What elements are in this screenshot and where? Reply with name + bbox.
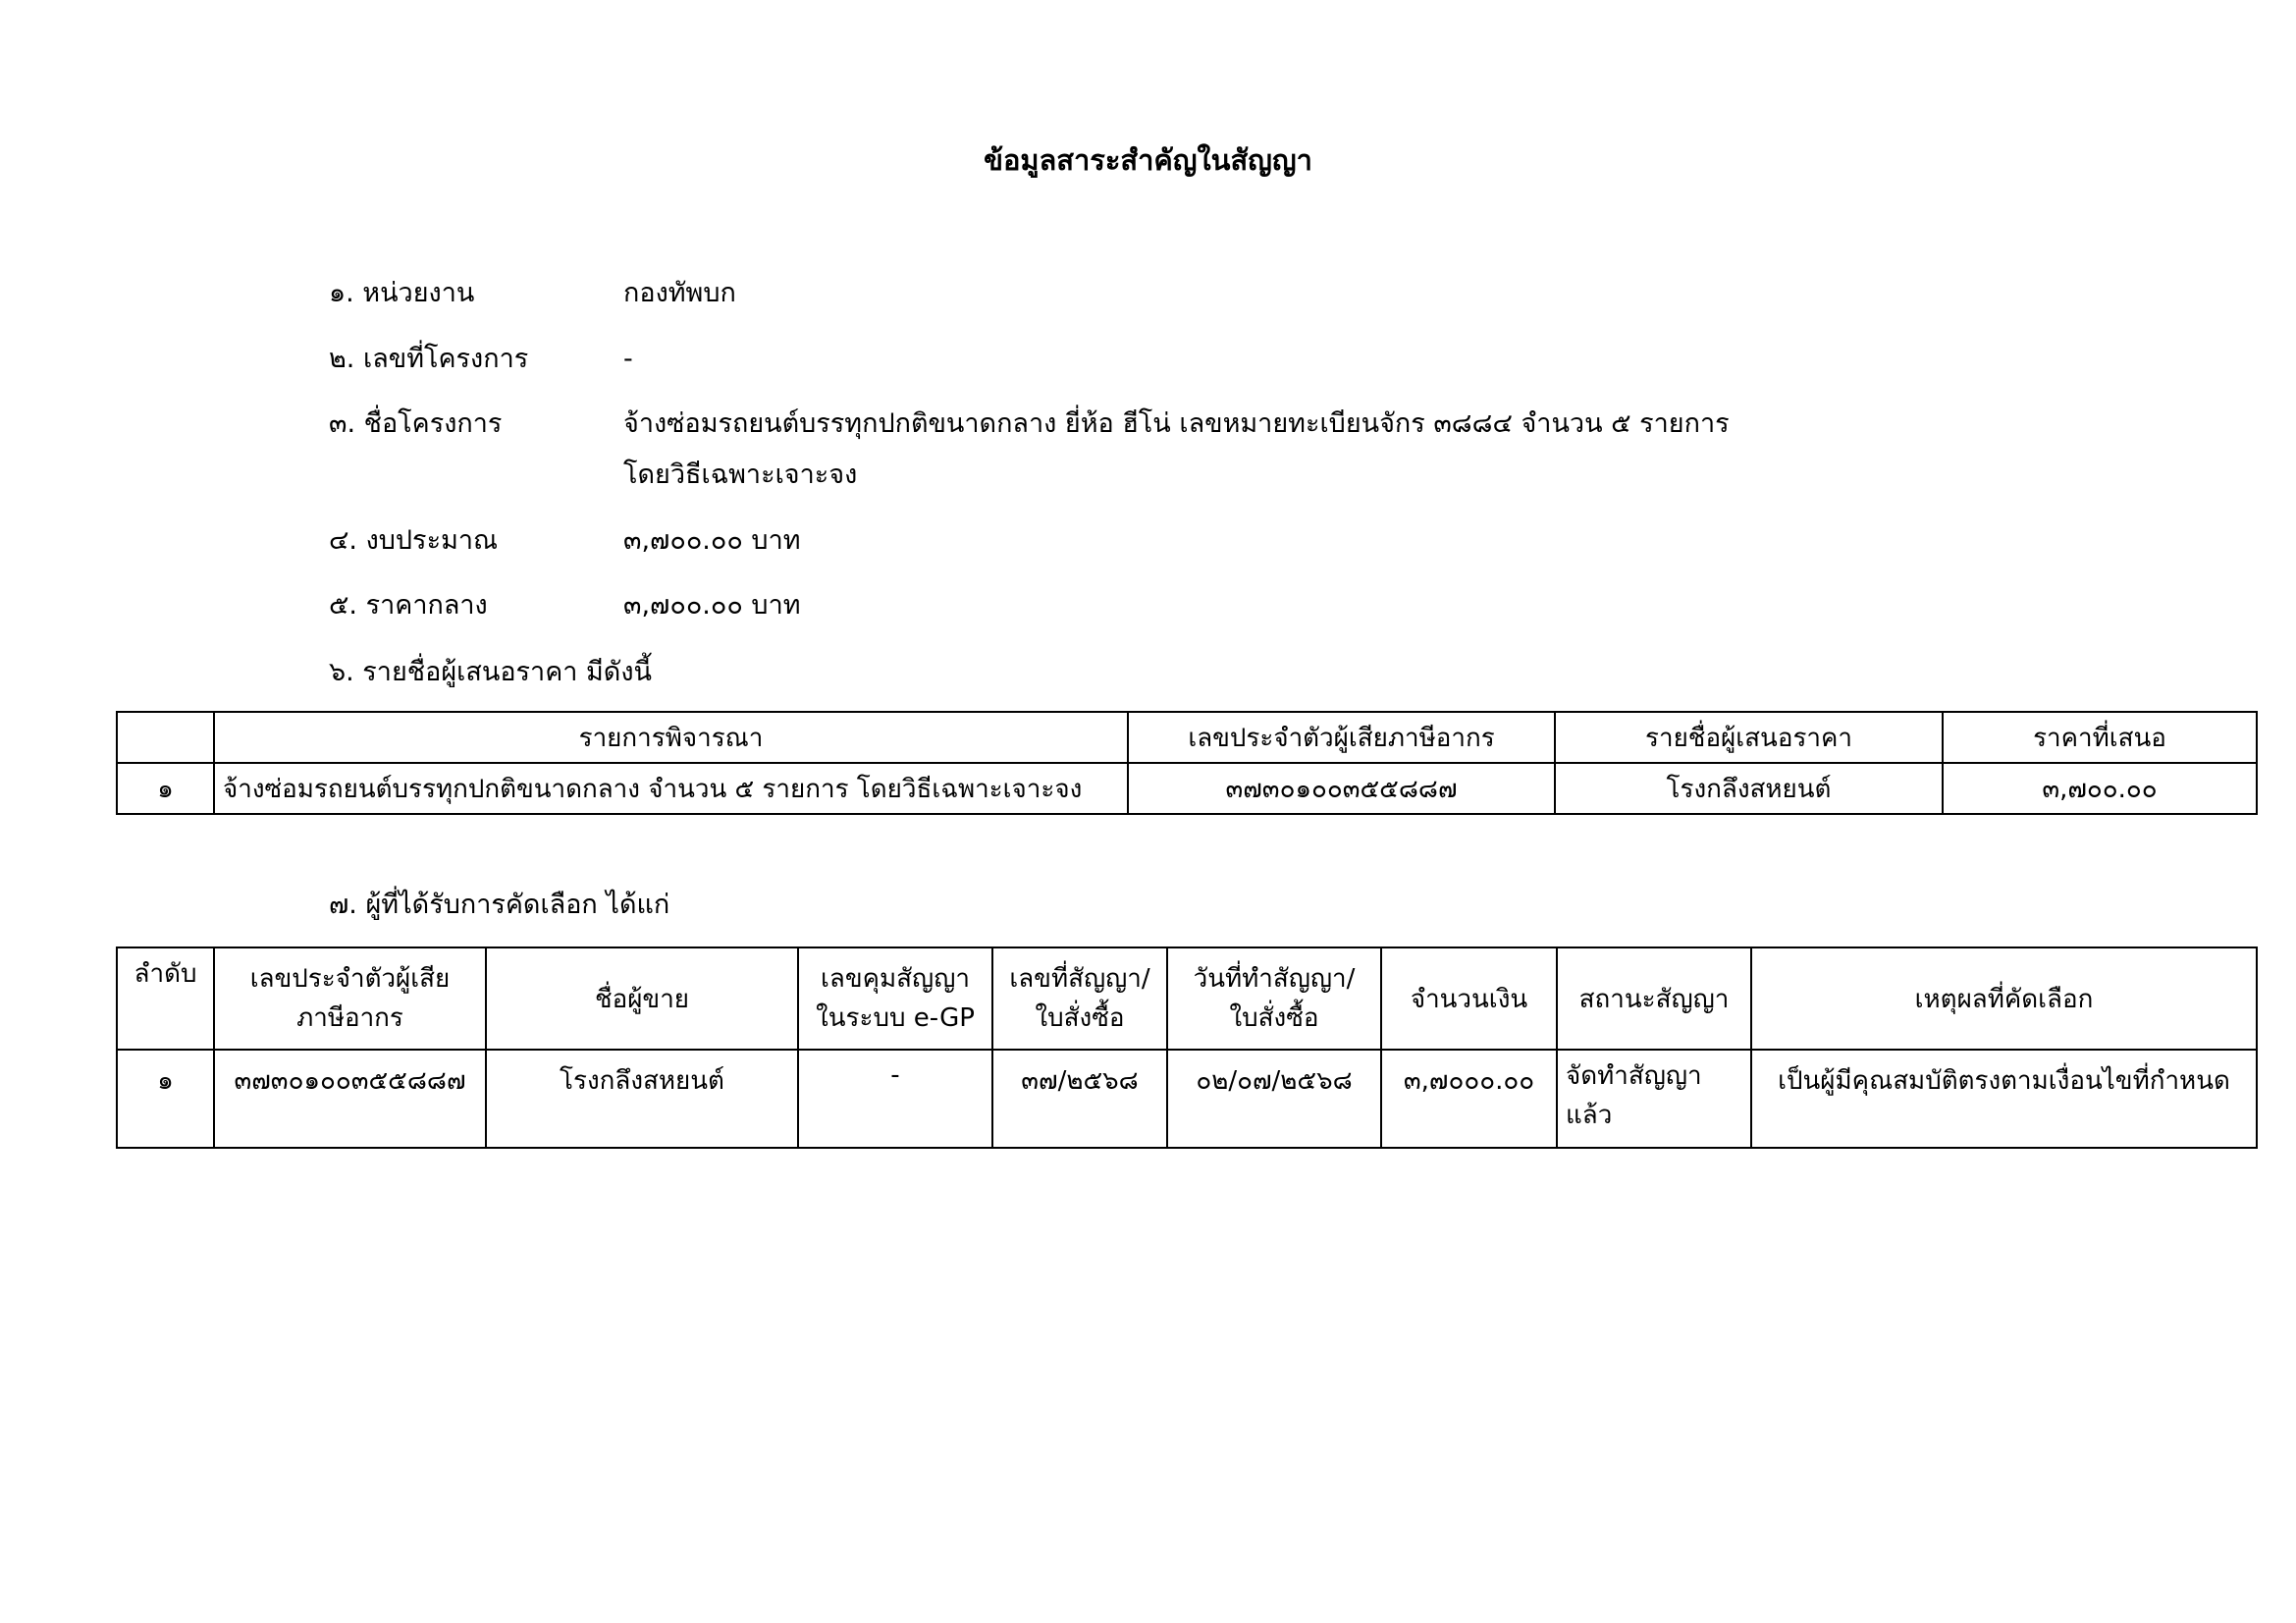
header-cell bbox=[1167, 947, 1381, 1050]
field-value: - bbox=[623, 344, 633, 374]
field-value: กองทัพบก bbox=[623, 278, 736, 308]
header-cell: รายชื่อผู้เสนอราคา bbox=[1555, 712, 1943, 763]
header-cell: เหตุผลที่คัดเลือก bbox=[1751, 947, 2257, 1050]
project-name-line2: โดยวิธีเฉพาะเจาะจง bbox=[623, 460, 858, 490]
table-header-row bbox=[117, 712, 2257, 763]
project-name-line1: จ้างซ่อมรถยนต์บรรทุกปกติขนาดกลาง ยี่ห้อ ฮีโน่ เลขหมายทะเบียนจักร ๓๘๘๔ จำนวน ๕ รายการ bbox=[623, 408, 1730, 439]
table-cell: ๑ bbox=[117, 763, 214, 814]
header-line: เลขประจำตัวผู้เสีย bbox=[249, 964, 451, 994]
status-line: แล้ว bbox=[1566, 1101, 1613, 1130]
table-cell: ๓๗๓๐๑๐๐๓๕๕๘๘๗ bbox=[1128, 763, 1555, 814]
table-row bbox=[117, 763, 2257, 814]
table-cell: โรงกลึงสหยนต์ bbox=[486, 1050, 798, 1148]
winners-table bbox=[116, 947, 2258, 1149]
field-label: ๗. ผู้ที่ได้รับการคัดเลือก ได้แก่ bbox=[329, 890, 670, 920]
header-cell: ชื่อผู้ขาย bbox=[486, 947, 798, 1050]
header-cell bbox=[798, 947, 992, 1050]
header-line: ใบสั่งซื้อ bbox=[1229, 1003, 1319, 1033]
status-line: จัดทำสัญญา bbox=[1566, 1061, 1702, 1091]
field-label: ๒. เลขที่โครงการ bbox=[329, 344, 529, 374]
table-cell: ๓๗๓๐๑๐๐๓๕๕๘๘๗ bbox=[214, 1050, 486, 1148]
header-line: ลำดับ bbox=[133, 959, 197, 989]
bidders-table bbox=[116, 711, 2258, 815]
table-cell: ๑ bbox=[117, 1050, 214, 1148]
header-line: วันที่ทำสัญญา/ bbox=[1193, 964, 1356, 994]
header-cell bbox=[214, 947, 486, 1050]
table-cell: ๓๗/๒๕๖๘ bbox=[992, 1050, 1167, 1148]
table-cell: ๓,๗๐๐๐.๐๐ bbox=[1381, 1050, 1557, 1148]
field-value: ๓,๗๐๐.๐๐ บาท bbox=[623, 590, 801, 621]
field-label: ๖. รายชื่อผู้เสนอราคา มีดังนี้ bbox=[329, 657, 652, 687]
field-label: ๕. ราคากลาง bbox=[329, 590, 488, 621]
header-line: เลขที่สัญญา/ bbox=[1009, 964, 1150, 994]
header-cell: รายการพิจารณา bbox=[214, 712, 1128, 763]
field-value: ๓,๗๐๐.๐๐ บาท bbox=[623, 525, 801, 556]
header-line: ภาษีอากร bbox=[296, 1003, 403, 1033]
header-line: ในระบบ e-GP bbox=[816, 1003, 975, 1033]
table-cell: ๓,๗๐๐.๐๐ bbox=[1943, 763, 2257, 814]
header-cell: เลขประจำตัวผู้เสียภาษีอากร bbox=[1128, 712, 1555, 763]
header-line: ใบสั่งซื้อ bbox=[1035, 1003, 1125, 1033]
header-cell bbox=[117, 712, 214, 763]
header-line: เลขคุมสัญญา bbox=[821, 964, 970, 994]
table-cell bbox=[1557, 1050, 1751, 1148]
field-value bbox=[623, 405, 1730, 495]
header-cell bbox=[117, 947, 214, 1050]
table-cell: เป็นผู้มีคุณสมบัติตรงตามเงื่อนไขที่กำหนด bbox=[1751, 1050, 2257, 1148]
header-cell: ราคาที่เสนอ bbox=[1943, 712, 2257, 763]
header-cell: สถานะสัญญา bbox=[1557, 947, 1751, 1050]
field-label: ๔. งบประมาณ bbox=[329, 525, 499, 556]
field-label: ๑. หน่วยงาน bbox=[329, 278, 475, 308]
table-row bbox=[117, 1050, 2257, 1148]
header-cell: จำนวนเงิน bbox=[1381, 947, 1557, 1050]
table-cell: - bbox=[798, 1050, 992, 1148]
field-label: ๓. ชื่อโครงการ bbox=[329, 408, 503, 439]
table-cell: ๐๒/๐๗/๒๕๖๘ bbox=[1167, 1050, 1381, 1148]
table-header-row bbox=[117, 947, 2257, 1050]
header-cell bbox=[992, 947, 1167, 1050]
page-title: ข้อมูลสาระสำคัญในสัญญา bbox=[984, 143, 1312, 177]
table-cell: โรงกลึงสหยนต์ bbox=[1555, 763, 1943, 814]
table-cell: จ้างซ่อมรถยนต์บรรทุกปกติขนาดกลาง จำนวน ๕ รายการ โดยวิธีเฉพาะเจาะจง bbox=[214, 763, 1128, 814]
